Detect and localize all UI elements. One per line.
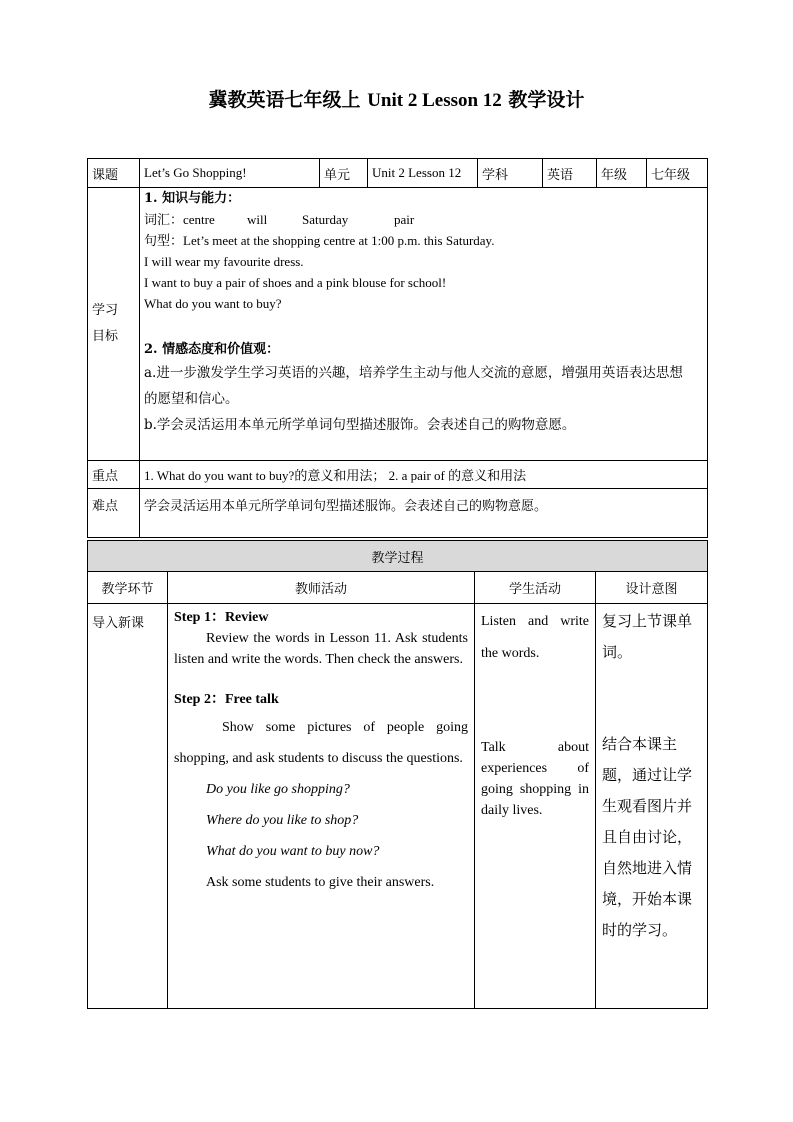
lesson-info-table: [87, 158, 708, 538]
step2-title: Step 2：Free talk: [174, 692, 279, 707]
grade-value: 七年级: [647, 159, 708, 188]
goal-a-line-2: 的愿望和信心。: [144, 391, 239, 407]
process-columns-row: [88, 572, 708, 604]
col-student: 学生活动: [475, 572, 596, 604]
vocab-word: will: [247, 212, 268, 227]
col-stage: 教学环节: [88, 572, 168, 604]
sentence: I want to buy a pair of shoes and a pink blouse for school!: [144, 275, 447, 290]
process-header: 教学过程: [88, 541, 708, 572]
title-cn-2: 教学设计: [508, 89, 585, 111]
goal-a-line-1: a.进一步激发学生学习英语的兴趣，培养学生主动与他人交流的意愿，增强用英语表达思想: [144, 365, 683, 381]
vocab-word: centre: [183, 212, 215, 227]
goals-label-2: 目标: [92, 329, 119, 344]
teaching-process-table: [87, 540, 708, 1009]
student-activity-2: Talk about experiences of going shopping in daily lives.: [481, 740, 589, 818]
col-intent: 设计意图: [596, 572, 708, 604]
sentence: I will wear my favourite dress.: [144, 254, 304, 269]
grade-label: 年级: [597, 159, 647, 188]
sentence: Let’s meet at the shopping centre at 1:00 p.m. this Saturday.: [183, 233, 495, 248]
difficult-points-value: 学会灵活运用本单元所学单词句型描述服饰。会表述自己的购物意愿。: [140, 489, 708, 538]
goal-heading-2: 2. 情感态度和价值观：: [144, 342, 280, 357]
difficult-points-row: [88, 489, 708, 538]
sentence: What do you want to buy?: [144, 296, 282, 311]
vocab-line: [144, 209, 703, 230]
goal-heading-1: 1. 知识与能力：: [144, 191, 241, 206]
subject-label: 学科: [478, 159, 543, 188]
step2-text: Show some pictures of people going shopping, and ask students to discuss the questions.: [174, 720, 468, 766]
student-activity-1: Listen and write the words.: [481, 614, 589, 661]
subject-value: 英语: [543, 159, 597, 188]
question: What do you want to buy now?: [206, 844, 380, 859]
difficult-points-label: 难点: [88, 489, 140, 538]
stage-cell: 导入新课: [88, 604, 168, 1009]
intent-2: 结合本课主题，通过让学生观看图片并且自由讨论，自然地进入情境，开始本课时的学习。: [602, 735, 693, 939]
intent-cell: [596, 604, 708, 1009]
col-teacher: 教师活动: [168, 572, 475, 604]
title-cn: 冀教英语七年级上: [208, 89, 361, 111]
student-activity-cell: [475, 604, 596, 1009]
title-en: Unit 2 Lesson 12: [367, 90, 502, 111]
vocab-word: pair: [394, 212, 415, 227]
unit-value: Unit 2 Lesson 12: [368, 159, 478, 188]
process-header-row: [88, 541, 708, 572]
vocab-label: 词汇：: [144, 212, 184, 227]
key-points-value: 1. What do you want to buy?的意义和用法； 2. a pair of 的意义和用法: [140, 461, 708, 489]
goals-row: [88, 188, 708, 461]
topic-value: Let’s Go Shopping!: [140, 159, 320, 188]
step2-end: Ask some students to give their answers.: [206, 875, 435, 890]
info-row: [88, 159, 708, 188]
question: Where do you like to shop?: [206, 813, 359, 828]
question: Do you like go shopping?: [206, 782, 350, 797]
sentence-label: 句型：: [144, 233, 184, 248]
key-points-row: [88, 461, 708, 489]
goal-b-line: b.学会灵活运用本单元所学单词句型描述服饰。会表述自己的购物意愿。: [144, 417, 576, 433]
goals-label-1: 学习: [92, 303, 119, 318]
topic-label: 课题: [88, 159, 140, 188]
unit-label: 单元: [320, 159, 368, 188]
page-title: [0, 85, 793, 112]
process-row: [88, 604, 708, 1009]
step1-text: Review the words in Lesson 11. Ask students listen and write the words. Then check the answers.: [174, 631, 468, 667]
vocab-word: Saturday: [302, 212, 349, 227]
goals-label: [88, 188, 140, 461]
step1-title: Step 1：Review: [174, 610, 269, 625]
intent-1: 复习上节课单词。: [602, 612, 693, 661]
key-points-label: 重点: [88, 461, 140, 489]
sentence-line: [144, 230, 703, 251]
teacher-activity-cell: [168, 604, 475, 1009]
goals-content: [140, 188, 708, 461]
